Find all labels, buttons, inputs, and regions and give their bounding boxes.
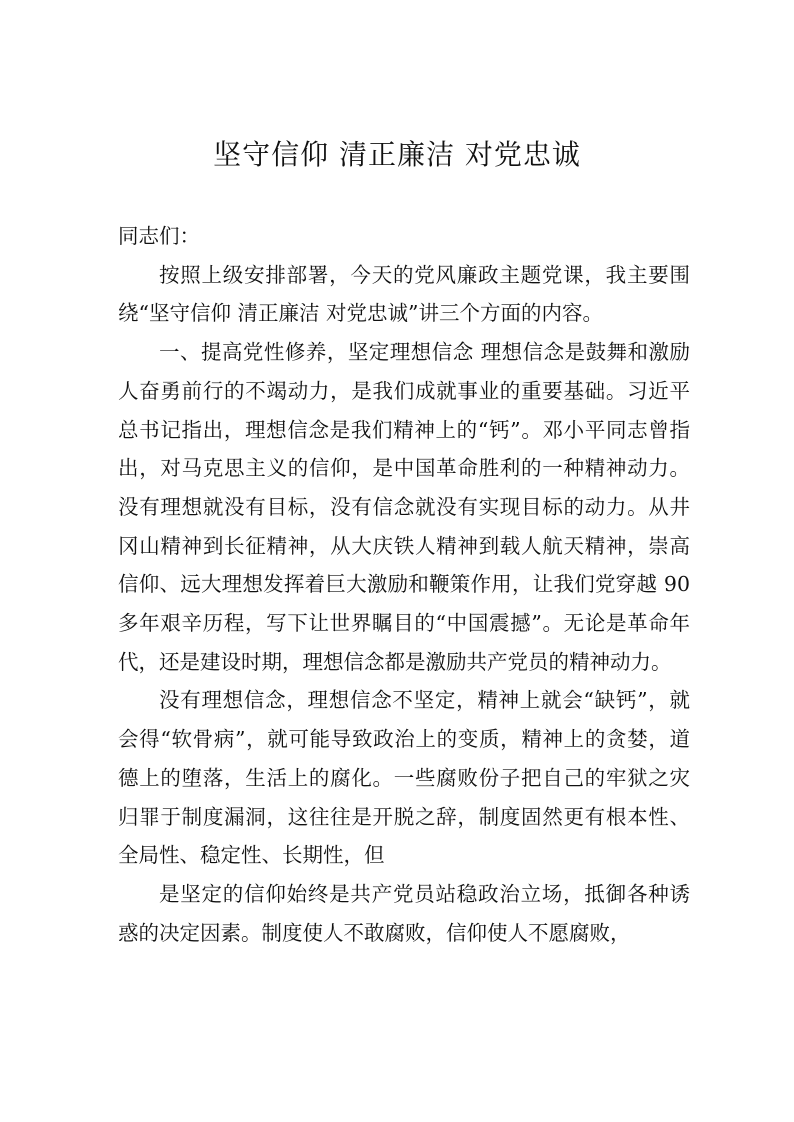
document-body [118, 217, 690, 952]
document-title: 坚守信仰 清正廉洁 对党忠诚 [213, 138, 581, 171]
paragraph-3: 没有理想信念，理想信念不坚定，精神上就会“缺钙”，就会得“软骨病”，就可能导致政治上的变质，精神上的贪婪，道德上的堕落，生活上的腐化。一些腐败份子把自己的牢狱之灾归罪于制度漏洞，这往往是开脱之辞，制度固然更有根本性、全局性、稳定性、长期性，但 [118, 688, 690, 868]
paragraph-2: 一、提高党性修养，坚定理想信念 理想信念是鼓舞和激励人奋勇前行的不竭动力，是我们成就事业的重要基础。习近平总书记指出，理想信念是我们精神上的“钙”。邓小平同志曾指出，对马克思主义的信仰，是中国革命胜利的一种精神动力。没有理想就没有目标，没有信念就没有实现目标的动力。从井冈山精神到长征精神，从大庆铁人精神到载人航天精神，崇高信仰、远大理想发挥着巨大激励和鞭策作用，让我们党穿越 90 多年艰辛历程，写下让世界瞩目的“中国震撼”。无论是革命年代，还是建设时期，理想信念都是激励共产党员的精神动力。 [118, 340, 690, 674]
salutation: 同志们： [118, 224, 200, 248]
paragraph-1: 按照上级安排部署，今天的党风廉政主题党课，我主要围绕“坚守信仰 清正廉洁 对党忠诚”讲三个方面的内容。 [118, 262, 690, 326]
paragraph-4: 是坚定的信仰始终是共产党员站稳政治立场，抵御各种诱惑的决定因素。制度使人不敢腐败，信仰使人不愿腐败， [118, 881, 690, 945]
